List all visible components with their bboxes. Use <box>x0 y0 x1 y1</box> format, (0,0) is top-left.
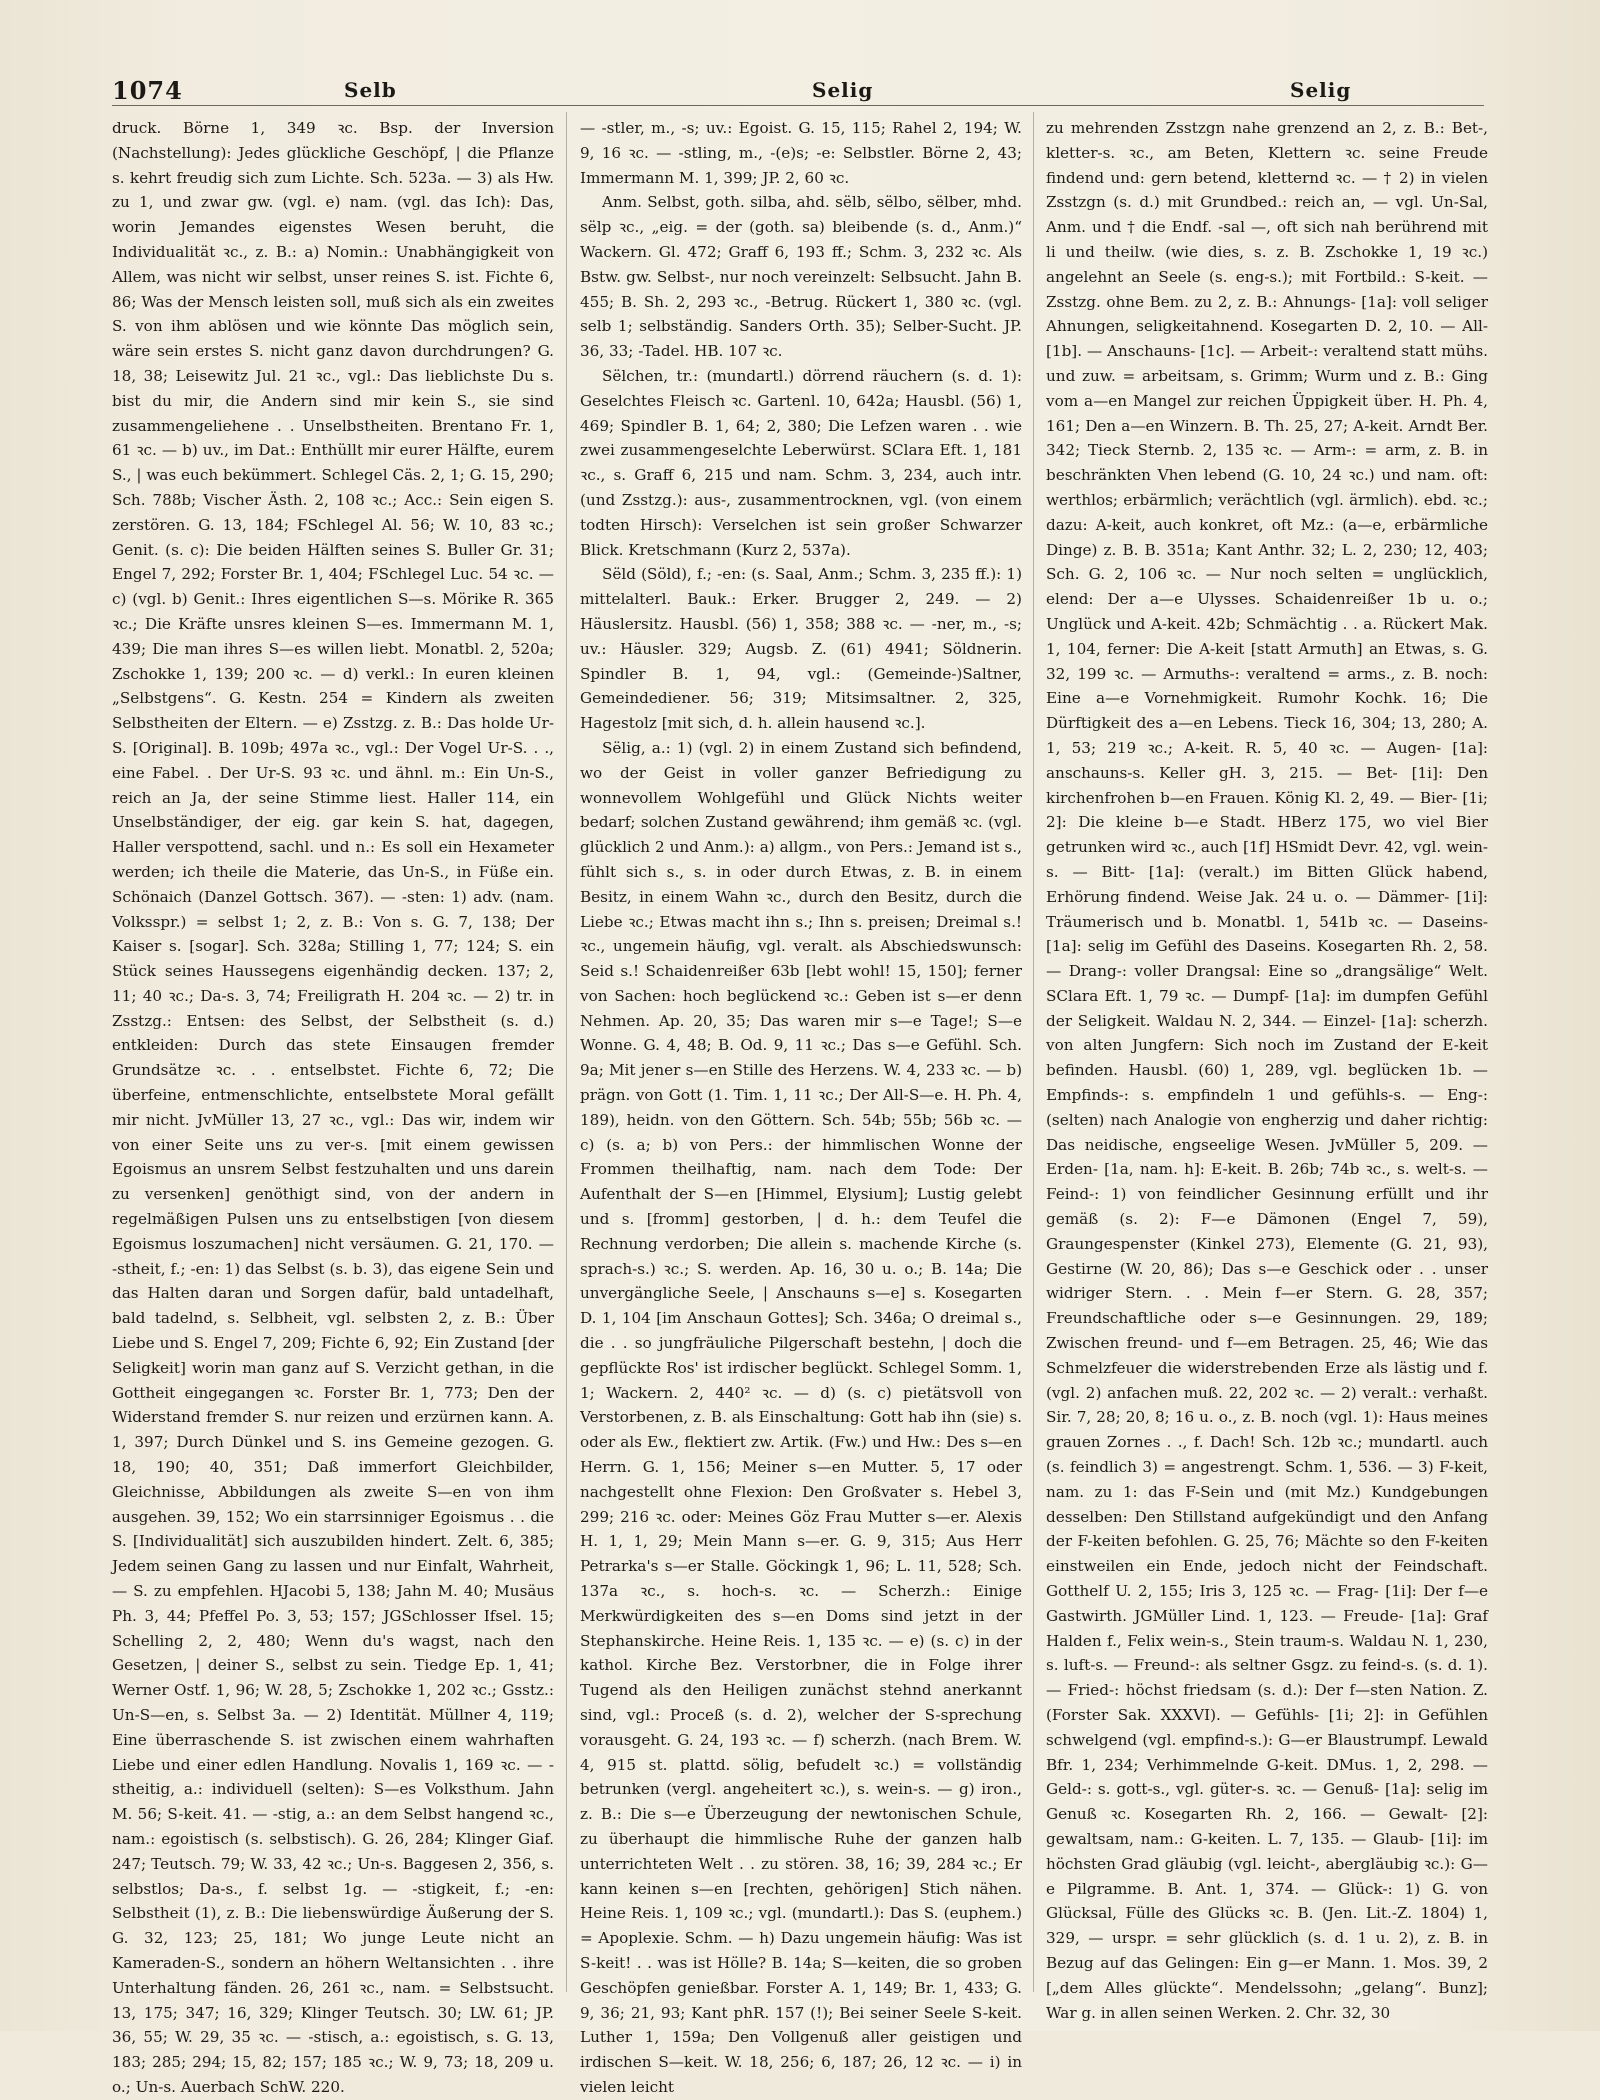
column-middle <box>580 116 1022 2096</box>
entry-selig: Sëlig, a.: 1) (vgl. 2) in einem Zustand sich befindend, wo der Geist in voller ganzer Befriedigung zu wonnevollem Wohlgefühl und Glück Nichts weiter bedarf; solchen Zustand gewährend; ihm gemäß ꝛc. (vgl. glücklich 2 und Anm.): a) allgm., von Pers.: Jemand ist s., fühlt sich s., s. in oder durch Etwas, z. B. in einem Besitz, in einem Wahn ꝛc., durch den Besitz, durch die Liebe ꝛc.; Etwas macht ihn s.; Ihn s. preisen; Dreimal s.! ꝛc., ungemein häufig, vgl. veralt. als Abschiedswunsch: Seid s.! Schaidenreißer 63b [lebt wohl! 15, 150]; ferner von Sachen: hoch beglückend ꝛc.: Geben ist s—er denn Nehmen. Ap. 20, 35; Das waren mir s—e Tage!; S—e Wonne. G. 4, 48; B. Od. 9, 11 ꝛc.; Das s—e Gefühl. Sch. 9a; Mit jener s—en Stille des Herzens. W. 4, 233 ꝛc. — b) prägn. von Gott (1. Tim. 1, 11 ꝛc.; Der All-S—e. H. Ph. 4, 189), heidn. von den Göttern. Sch. 54b; 55b; 56b ꝛc. — c) (s. a; b) von Pers.: der himmlischen Wonne der Frommen theilhaftig, nam. nach dem Tode: Der Aufenthalt der S—en [Himmel, Elysium]; Lustig gelebt und s. [fromm] gestorben, | d. h.: dem Teufel die Rechnung verdorben; Die allein s. machende Kirche (s. sprach-s.) ꝛc.; S. werden. Ap. 16, 30 u. o.; B. 14a; Die unvergängliche Seele, | Anschauns s—e] s. Kosegarten D. 1, 104 [im Anschaun Gottes]; Sch. 346a; O dreimal s., die . . so jungfräuliche Pilgerschaft bestehn, | doch die gepflückte Ros' ist irdischer beglückt. Schlegel Somm. 1, 1; Wackern. 2, 440² ꝛc. — d) (s. c) pietätsvoll von Verstorbenen, z. B. als Einschaltung: Gott hab ihn (sie) s. oder als Ew., flektiert zw. Artik. (Fw.) und Hw.: Des s—en Herrn. G. 1, 156; Meiner s—en Mutter. 5, 17 oder nachgestellt ohne Flexion: Den Großvater s. Hebel 3, 299; 216 ꝛc. oder: Meines Göz Frau Mutter s—er. Alexis H. 1, 1, 29; Mein Mann s—er. G. 9, 315; Aus Herr Petrarka's s—er Stalle. Göckingk 1, 96; L. 11, 528; Sch. 137a ꝛc., s. hoch-s. ꝛc. — Scherzh.: Einige Merkwürdigkeiten des s—en Doms sind jetzt in der Stephanskirche. Heine Reis. 1, 135 ꝛc. — e) (s. c) in der kathol. Kirche Bez. Verstorbner, die in Folge ihrer Tugend als den Heiligen zunächst stehnd anerkannt sind, vgl.: Proceß (s. d. 2), welcher der S-sprechung vorausgeht. G. 24, 193 ꝛc. — f) scherzh. (nach Brem. W. 4, 915 st. plattd. sölig, befudelt ꝛc.) = vollständig betrunken (vergl. angeheitert ꝛc.), s. wein-s. — g) iron., z. B.: Die s—e Überzeugung der newtonischen Schule, zu überhaupt die himmlische Ruhe der ganzen halb unterrichteten Welt . . zu stören. 38, 16; 39, 284 ꝛc.; Er kann keinen s—en [rechten, gehörigen] Stich nähen. Heine Reis. 1, 109 ꝛc.; vgl. (mundartl.): Das S. (euphem.) = Apoplexie. Schm. — h) Dazu ungemein häufig: Was ist S-keit! . . was ist Hölle? B. 14a; S—keiten, die so groben Geschöpfen genießbar. Forster A. 1, 149; Br. 1, 433; G. 9, 36; 21, 93; Kant phR. 157 (!); Bei seiner Seele S-keit. Luther 1, 159a; Den Vollgenuß aller geistigen und irdischen S—keit. W. 18, 256; 6, 187; 26, 12 ꝛc. — i) in vielen leicht <box>580 738 1022 2096</box>
entry-seld: Sëld (Söld), f.; -en: (s. Saal, Anm.; Schm. 3, 235 ff.): 1) mittelalterl. Bauk.: Erker. Brugger 2, 249. — 2) Häuslersitz. Hausbl. (56) 1, 358; 388 ꝛc. — -ner, m., -s; uv.: Häusler. 329; Augsb. Z. (61) 4941; Söldnerin. Spindler B. 1, 94, vgl.: (Gemeinde-)Saltner, Gemeindediener. 56; 319; Mitsimsaltner. 2, 325, Hagestolz [mit sich, d. h. allein hausend ꝛc.]. <box>580 565 1022 733</box>
column-divider <box>1033 112 1034 1992</box>
column-right <box>1046 116 1488 2022</box>
entry-selchen: Sëlchen, tr.: (mundartl.) dörrend räuchern (s. d. 1): Geselchtes Fleisch ꝛc. Gartenl. 10, 642a; Hausbl. (56) 1, 469; Spindler B. 1, 64; 2, 380; Die Lefzen waren . . wie zwei zusammengeselchte Leberwürst. SClara Eft. 1, 181 ꝛc., s. Graff 6, 215 und nam. Schm. 3, 234, auch intr. (und Zsstzg.): aus-, zusammentrocknen, vgl. (von einem todten Hirsch): Verselchen ist sein großer Schwarzer Blick. Kretschmann (Kurz 2, 537a). <box>580 366 1022 559</box>
entry-text: — -stler, m., -s; uv.: Egoist. G. 15, 115; Rahel 2, 194; W. 9, 16 ꝛc. — -stling, m., -(e)s; -e: Selbstler. Börne 2, 43; Immermann M. 1, 399; JP. 2, 60 ꝛc. <box>580 119 1022 187</box>
column-divider <box>566 112 567 1992</box>
entry-text: zu mehrenden Zsstzgn nahe grenzend an 2, z. B.: Bet-, kletter-s. ꝛc., am Beten, Klettern ꝛc. seine Freude findend und: gern betend, kletternd ꝛc. — † 2) in vielen Zsstzgn (s. d.) mit Grundbed.: reich an, — vgl. Un-Sal, Anm. und † die Endf. -sal —, oft sich nah berührend mit li und theilw. (wie dies, s. z. B. Zschokke 1, 19 ꝛc.) angelehnt an Seele (s. eng-s.); mit Fortbild.: S-keit. — Zsstzg. ohne Bem. zu 2, z. B.: Ahnungs- [1a]: voll seliger Ahnungen, seligkeitahnend. Kosegarten D. 2, 10. — All- [1b]. — Anschauns- [1c]. — Arbeit-: veraltend statt mühs. und zuw. = arbeitsam, s. Grimm; Wurm und z. B.: Ging vom a—en Mangel zur reichen Üppigkeit über. H. Ph. 4, 161; Den a—en Winzern. B. Th. 25, 27; A-keit. Arndt Ber. 342; Tieck Sternb. 2, 135 ꝛc. — Arm-: = arm, z. B. in beschränkten Vhen lebend (G. 10, 24 ꝛc.) und nam. oft: werthlos; erbärmlich; verächtlich (vgl. ärmlich). ebd. ꝛc.; dazu: A-keit, auch konkret, oft Mz.: (a—e, erbärmliche Dinge) z. B. B. 351a; Kant Anthr. 32; L. 2, 230; 12, 403; Sch. G. 2, 106 ꝛc. — Nur noch selten = unglücklich, elend: Der a—e Ulysses. Schaidenreißer 1b u. o.; Unglück und A-keit. 42b; Schmächtig . . a. Rückert Mak. 1, 104, ferner: Die A-keit [statt Armuth] an Etwas, s. G. 32, 199 ꝛc. — Armuths-: veraltend = arms., z. B. noch: Eine a—e Vornehmigkeit. Rumohr Kochk. 16; Die Dürftigkeit des a—en Lebens. Tieck 16, 304; 13, 280; A. 1, 53; 219 ꝛc.; A-keit. R. 5, 40 ꝛc. — Augen- [1a]: anschauns-s. Keller gH. 3, 215. — Bet- [1i]: Den kirchenfrohen b—en Frauen. König Kl. 2, 49. — Bier- [1i; 2]: Die kleine b—e Stadt. HBerz 175, wo viel Bier getrunken wird ꝛc., auch [1f] HSmidt Devr. 42, vgl. wein-s. — Bitt- [1a]: (veralt.) im Bitten Glück habend, Erhörung findend. Weise Jak. 24 u. o. — Dämmer- [1i]: Träumerisch und b. Monatbl. 1, 541b ꝛc. — Daseins- [1a]: selig im Gefühl des Daseins. Kosegarten Rh. 2, 58. — Drang-: voller Drangsal: Eine so „drangsälige“ Welt. SClara Eft. 1, 79 ꝛc. — Dumpf- [1a]: im dumpfen Gefühl der Seligkeit. Waldau N. 2, 344. — Einzel- [1a]: scherzh. von alten Jungfern: Sich noch im Zustand der E-keit befinden. Hausbl. (60) 1, 289, vgl. beglücken 1b. — Empfinds-: s. empfindeln 1 und gefühls-s. — Eng-: (selten) nach Analogie von engherzig und daher richtig: Das neidische, engseelige Wesen. JvMüller 5, 209. — Erden- [1a, nam. h]: E-keit. B. 26b; 74b ꝛc., s. welt-s. — Feind-: 1) von feindlicher Gesinnung erfüllt und ihr gemäß (s. 2): F—e Dämonen (Engel 7, 59), Graungespenster (Kinkel 273), Elemente (G. 21, 93), Gestirne (W. 20, 86); Das s—e Geschick oder . . unser widriger Stern. . . Mein f—er Stern. G. 28, 357; Freundschaftliche oder s—e Gesinnungen. 29, 189; Zwischen freund- und f—em Betragen. 25, 46; Wie das Schmelzfeuer die widerstrebenden Erze als lästig und f. (vgl. 2) anfachen muß. 22, 202 ꝛc. — 2) veralt.: verhaßt. Sir. 7, 28; 20, 8; 16 u. o., z. B. noch (vgl. 1): Haus meines grauen Zornes . ., f. Dach! Sch. 12b ꝛc.; mundartl. auch (s. feindlich 3) = angestrengt. Schm. 1, 536. — 3) F-keit, nam. zu 1: das F-Sein und (mit Mz.) Kundgebungen desselben: Den Stillstand aufgekündigt und den Anfang der F-keiten befohlen. G. 25, 76; Mächte so den F-keiten einstweilen ein Ende, jedoch nicht der Feindschaft. Gotthelf U. 2, 155; Iris 3, 125 ꝛc. — Frag- [1i]: Der f—e Gastwirth. JGMüller Lind. 1, 123. — Freude- [1a]: Graf Halden f., Felix wein-s., Stein traum-s. Waldau N. 1, 230, s. luft-s. — Freund-: als seltner Gsgz. zu feind-s. (s. d. 1). — Fried-: höchst friedsam (s. d.): Der f—sten Nation. Z. (Forster Sak. XXXVI). — Gefühls- [1i; 2]: in Gefühlen schwelgend (vgl. empfind-s.): G—er Blaustrumpf. Lewald Bfr. 1, 234; Verhimmelnde G-keit. DMus. 1, 2, 298. — Geld-: s. gott-s., vgl. güter-s. ꝛc. — Genuß- [1a]: selig im Genuß ꝛc. Kosegarten Rh. 2, 166. — Gewalt- [2]: gewaltsam, nam.: G-keiten. L. 7, 135. — Glaub- [1i]: im höchsten Grad gläubig (vgl. leicht-, abergläubig ꝛc.): G—e Pilgramme. B. Ant. 1, 374. — Glück-: 1) G. von Glücksal, Fülle des Glücks ꝛc. B. (Jen. Lit.-Z. 1804) 1, 329, — urspr. = sehr glücklich (s. d. 1 u. 2), z. B. in Bezug auf das Gelingen: Ein g—er Mann. 1. Mos. 39, 2 [„dem Alles glückte“. Mendelssohn; „gelang“. Bunz]; War g. in allen seinen Werken. 2. Chr. 32, 30 <box>1046 119 1488 2022</box>
running-head-center: Selig <box>812 78 874 102</box>
entry-text: druck. Börne 1, 349 ꝛc. Bsp. der Inversion (Nachstellung): Jedes glückliche Geschöpf, | die Pflanze s. kehrt freudig sich zum Lichte. Sch. 523a. — 3) als Hw. zu 1, und zwar gw. (vgl. e) nam. (vgl. das Ich): Das, worin Jemandes eigenstes Wesen beruht, die Individualität ꝛc., z. B.: a) Nomin.: Unabhängigkeit von Allem, was nicht wir selbst, unser reines S. ist. Fichte 6, 86; Was der Mensch leisten soll, muß sich als ein zweites S. von ihm ablösen und wie könnte Das möglich sein, wäre sein erstes S. nicht ganz davon durchdrungen? G. 18, 38; Leisewitz Jul. 21 ꝛc., vgl.: Das lieblichste Du s. bist du mir, die Andern sind mir kein S., sie sind zusammengeliehene . . Unselbstheiten. Brentano Fr. 1, 61 ꝛc. — b) uv., im Dat.: Enthüllt mir eurer Hälfte, eurem S., | was euch bekümmert. Schlegel Cäs. 2, 1; G. 15, 290; Sch. 788b; Vischer Ästh. 2, 108 ꝛc.; Acc.: Sein eigen S. zerstören. G. 13, 184; FSchlegel Al. 56; W. 10, 83 ꝛc.; Genit. (s. c): Die beiden Hälften seines S. Buller Gr. 31; Engel 7, 292; Forster Br. 1, 404; FSchlegel Luc. 54 ꝛc. — c) (vgl. b) Genit.: Ihres eigentlichen S—s. Mörike R. 365 ꝛc.; Die Kräfte unsres kleinen S—es. Immermann M. 1, 439; Die man ihres S—es willen liebt. Monatbl. 2, 520a; Zschokke 1, 139; 200 ꝛc. — d) verkl.: In euren kleinen „Selbstgens“. G. Kestn. 254 = Kindern als zweiten Selbstheiten der Eltern. — e) Zsstzg. z. B.: Das holde Ur-S. [Original]. B. 109b; 497a ꝛc., vgl.: Der Vogel Ur-S. . ., eine Fabel. . Der Ur-S. 93 ꝛc. und ähnl. m.: Ein Un-S., reich an Ja, der seine Stimme liest. Haller 114, ein Unselbständiger, der eig. gar kein S. hat, dagegen, Haller verspottend, sachl. und n.: Es soll ein Hexameter werden; ich theile die Materie, das Un-S., in Füße ein. Schönaich (Danzel Gottsch. 367). — -sten: 1) adv. (nam. Volksspr.) = selbst 1; 2, z. B.: Von s. G. 7, 138; Der Kaiser s. [sogar]. Sch. 328a; Stilling 1, 77; 124; S. ein Stück seines Haussegens eigenhändig decken. 137; 2, 11; 40 ꝛc.; Da-s. 3, 74; Freiligrath H. 204 ꝛc. — 2) tr. in Zsstzg.: Entsen: des Selbst, der Selbstheit (s. d.) entkleiden: Durch das stete Einsaugen fremder Grundsätze ꝛc. . . entselbstet. Fichte 6, 72; Die überfeine, entmenschlichte, entselbstete Moral gefällt mir nicht. JvMüller 13, 27 ꝛc., vgl.: Das wir, indem wir von einer Seite uns zu ver-s. [mit einem gewissen Egoismus an unsrem Selbst festzuhalten und uns darein zu versenken] genöthigt sind, von der andern in regelmäßigen Pulsen uns zu entselbstigen [von diesem Egoismus loszumachen] nicht versäumen. G. 21, 170. — -stheit, f.; -en: 1) das Selbst (s. b. 3), das eigene Sein und das Halten daran und Sorgen dafür, bald untadelhaft, bald tadelnd, s. Selbheit, vgl. selbsten 2, z. B.: Über Liebe und S. Engel 7, 209; Fichte 6, 92; Ein Zustand [der Seligkeit] worin man ganz auf S. Verzicht gethan, in die Gottheit eingegangen ꝛc. Forster Br. 1, 773; Den der Widerstand fremder S. nur reizen und erzürnen kann. A. 1, 397; Durch Dünkel und S. ins Gemeine gezogen. G. 18, 190; 40, 351; Daß immerfort Gleichbilder, Gleichnisse, Abbildungen als zweite S—en von ihm ausgehen. 39, 152; Wo ein starrsinniger Egoismus . . die S. [Individualität] sich auszubilden hindert. Zelt. 6, 385; Jedem seinen Gang zu lassen und nur Einfalt, Wahrheit, — S. zu empfehlen. HJacobi 5, 138; Jahn M. 40; Musäus Ph. 3, 44; Pfeffel Po. 3, 53; 157; JGSchlosser Ifsel. 15; Schelling 2, 2, 480; Wenn du's wagst, nach den Gesetzen, | deiner S., selbst zu sein. Tiedge Ep. 1, 41; Werner Ostf. 1, 96; W. 28, 5; Zschokke 1, 202 ꝛc.; Gsstz.: Un-S—en, s. Selbst 3a. — 2) Identität. Müllner 4, 119; Eine überraschende S. ist zwischen einem wahrhaften Liebe und einer edlen Handlung. Novalis 1, 169 ꝛc. — -stheitig, a.: individuell (selten): S—es Volksthum. Jahn M. 56; S-keit. 41. — -stig, a.: an dem Selbst hangend ꝛc., nam.: egoistisch (s. selbstisch). G. 26, 284; Klinger Giaf. 247; Teutsch. 79; W. 33, 42 ꝛc.; Un-s. Baggesen 2, 356, s. selbstlos; Da-s., f. selbst 1g. — -stigkeit, f.; -en: Selbstheit (1), z. B.: Die liebenswürdige Äußerung der S. G. 32, 123; 25, 181; Wo junge Leute nicht an Kameraden-S., sondern an höhern Weltansichten . . ihre Unterhaltung fänden. 26, 261 ꝛc., nam. = Selbstsucht. 13, 175; 347; 16, 329; Klinger Teutsch. 30; LW. 61; JP. 36, 55; W. 29, 35 ꝛc. — -stisch, a.: egoistisch, s. G. 13, 183; 285; 294; 15, 82; 157; 185 ꝛc.; W. 9, 73; 18, 209 u. o.; Un-s. Auerbach SchW. 220. <box>112 119 554 2096</box>
running-head-right: Selig <box>1290 78 1352 102</box>
page-header <box>112 76 1492 106</box>
running-head-left: Selb <box>344 78 397 102</box>
annotation-text: Anm. Selbst, goth. silba, ahd. sëlb, sëlbo, sëlber, mhd. sëlp ꝛc., „eig. = der (goth. sa) bleibende (s. d., Anm.)“ Wackern. Gl. 472; Graff 6, 193 ff.; Schm. 3, 232 ꝛc. Als Bstw. gw. Selbst-, nur noch vereinzelt: Selbsucht. Jahn B. 455; B. Sh. 2, 293 ꝛc., -Betrug. Rückert 1, 380 ꝛc. (vgl. selb 1; selbständig. Sanders Orth. 35); Selber-Sucht. JP. 36, 33; -Tadel. HB. 107 ꝛc. <box>580 193 1022 361</box>
column-left <box>112 116 554 2096</box>
page-number: 1074 <box>112 76 183 105</box>
header-rule <box>112 105 1484 106</box>
